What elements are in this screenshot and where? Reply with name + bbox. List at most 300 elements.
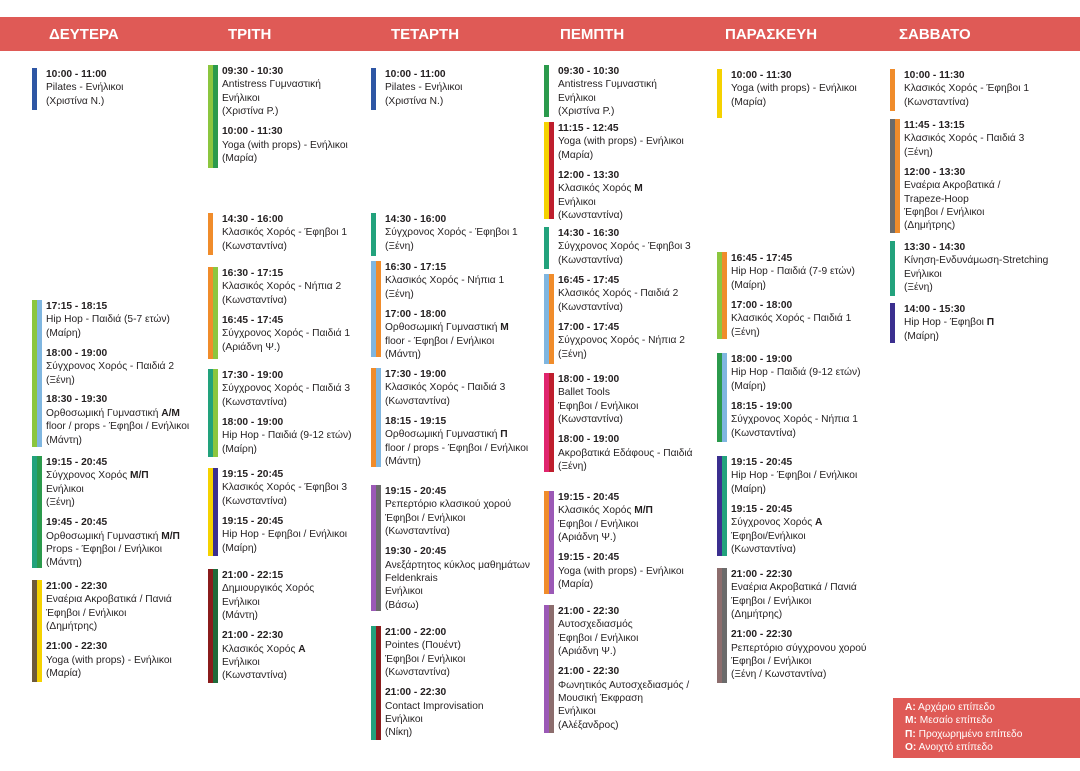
class-detail: (Μαίρη) <box>46 327 81 339</box>
class-block <box>371 485 541 611</box>
class-detail: Yoga (with props) - Ενήλικοι <box>558 565 684 577</box>
class-block <box>208 369 378 457</box>
day-tuesday: ΤΡΙΤΗ <box>228 26 272 43</box>
class-detail: Σύγχρονος Χορός Μ/Π <box>46 470 149 482</box>
class-time: 16:45 - 17:45 <box>222 314 284 326</box>
class-detail: (Αριάδνη Ψ.) <box>558 532 617 544</box>
class-time: 19:15 - 20:45 <box>558 492 620 503</box>
class-detail: Έφηβοι / Ενήλικοι <box>731 595 812 607</box>
class-entry <box>222 416 378 456</box>
class-entry <box>46 393 202 447</box>
class-detail: (Μαίρη) <box>222 443 257 455</box>
class-entry <box>904 303 1060 343</box>
class-detail: Κλασικός Χορός Μ/Π <box>558 505 653 517</box>
class-entry <box>46 640 202 680</box>
class-detail: floor / props - Έφηβοι / Ενήλικοι <box>385 442 529 454</box>
class-time: 10:00 - 11:00 <box>385 69 446 80</box>
class-time: 12:00 - 13:30 <box>904 166 966 178</box>
class-entry <box>385 213 541 253</box>
class-detail: Hip Hop - Παιδιά (7-9 ετών) <box>731 266 855 278</box>
class-entry <box>731 400 887 440</box>
color-bar <box>890 241 895 296</box>
class-detail: (Μαρία) <box>558 578 594 590</box>
color-bar <box>213 569 218 683</box>
color-bars <box>544 605 554 733</box>
class-entry <box>222 369 378 409</box>
class-detail: Δημιουργικός Χορός <box>222 583 315 595</box>
class-detail: Σύγχρονος Χορός - Παιδιά 1 <box>222 328 350 340</box>
level-label: Α <box>814 517 823 529</box>
class-time: 13:30 - 14:30 <box>904 242 966 253</box>
class-detail: (Μάντη) <box>46 557 82 569</box>
class-detail: Antistress Γυμναστική <box>558 79 657 91</box>
class-block <box>717 353 887 442</box>
class-block <box>208 267 378 359</box>
class-detail: (Ξένη) <box>385 288 414 300</box>
class-detail: (Αριάδνη Ψ.) <box>558 646 617 658</box>
class-detail: (Ξένη / Κωνσταντίνα) <box>731 669 827 681</box>
class-time: 21:00 - 22:00 <box>385 627 447 638</box>
class-detail: Ενήλικοι <box>46 483 84 495</box>
class-detail: (Κωνσταντίνα) <box>558 301 623 313</box>
class-detail: Ενήλικοι <box>558 706 596 718</box>
class-entry <box>558 665 714 732</box>
class-entry <box>385 261 541 301</box>
class-time: 17:15 - 18:15 <box>46 301 108 312</box>
class-time: 16:45 - 17:45 <box>558 275 620 286</box>
color-bars <box>32 300 42 447</box>
class-detail: Ενήλικοι <box>222 596 260 608</box>
class-detail: Κλασικός Χορός - Παιδιά 1 <box>731 313 852 325</box>
legend-item: Ο: Ανοιχτό επίπεδο <box>905 742 993 754</box>
class-entry <box>558 169 714 223</box>
class-entry <box>46 68 202 108</box>
class-block <box>371 368 541 467</box>
class-detail: (Κωνσταντίνα) <box>222 240 287 252</box>
class-block <box>717 252 887 339</box>
class-detail: Contact Improvisation <box>385 700 484 712</box>
class-detail: (Κωνσταντίνα) <box>385 667 450 679</box>
color-bars <box>890 119 900 233</box>
class-block <box>371 626 541 740</box>
color-bar <box>213 468 218 556</box>
class-detail: (Μάντη) <box>385 348 421 360</box>
class-detail: (Μάντη) <box>385 455 421 467</box>
color-bars <box>717 252 727 339</box>
class-entry <box>904 119 1060 159</box>
class-detail: (Ξένη) <box>46 497 75 509</box>
class-detail: Yoga (with props) - Ενήλικοι <box>222 139 348 151</box>
color-bars <box>208 213 213 255</box>
class-detail: (Κωνσταντίνα) <box>222 495 287 507</box>
class-block <box>208 468 378 556</box>
class-time: 11:15 - 12:45 <box>558 123 619 134</box>
class-detail: Κλασικός Χορός - Νήπια 1 <box>385 275 505 287</box>
class-block <box>890 303 1060 343</box>
level-label: Μ <box>634 183 643 195</box>
days-header <box>0 17 1080 51</box>
class-detail: Έφηβοι / Ενήλικοι <box>558 400 639 412</box>
color-bars <box>371 485 381 611</box>
class-entry <box>731 69 887 109</box>
class-detail: Σύγχρονος Χορός - Παιδιά 3 <box>222 383 350 395</box>
class-detail: Σύγχρονος Χορός - Έφηβοι 3 <box>558 241 691 253</box>
class-entry <box>558 321 714 361</box>
class-detail: (Κωνσταντίνα) <box>904 96 969 108</box>
class-time: 17:00 - 18:00 <box>385 308 447 320</box>
class-detail: Έφηβοι / Ενήλικοι <box>385 512 466 524</box>
class-block <box>544 274 714 364</box>
color-bars <box>371 213 376 256</box>
color-bar <box>895 119 900 233</box>
class-detail: (Ξένη) <box>385 240 414 252</box>
class-block <box>544 491 714 594</box>
class-detail: (Μαρία) <box>731 96 767 108</box>
class-time: 16:45 - 17:45 <box>731 253 793 264</box>
class-detail: Hip Hop - Εφηβοι / Ενήλικοι <box>222 529 348 541</box>
class-detail: (Μαίρη) <box>731 279 766 291</box>
class-detail: (Κωνσταντίνα) <box>731 543 796 555</box>
color-bars <box>544 227 549 269</box>
class-time: 21:00 - 22:30 <box>558 666 620 678</box>
class-block <box>717 69 887 118</box>
class-detail: Ορθοσωμική Γυμναστική Μ <box>385 322 509 334</box>
class-detail: (Μάντη) <box>222 610 258 622</box>
color-bar <box>376 368 381 467</box>
class-time: 10:00 - 11:30 <box>731 70 792 81</box>
class-detail: (Κωνσταντίνα) <box>222 294 287 306</box>
class-detail: Έφηβοι / Ενήλικοι <box>558 632 639 644</box>
class-detail: Έφηβοι / Ενήλικοι <box>904 206 985 218</box>
class-time: 19:15 - 20:45 <box>46 457 108 468</box>
class-detail: Κλασικός Χορός - Έφηβοι 3 <box>222 482 347 494</box>
class-block <box>371 261 541 360</box>
class-time: 19:15 - 20:45 <box>731 457 793 468</box>
color-bar <box>549 274 554 364</box>
class-entry <box>904 241 1060 295</box>
class-detail: Κλασικός Χορός - Παιδιά 2 <box>558 288 679 300</box>
color-bar <box>371 213 376 256</box>
class-detail: Ενήλικοι <box>385 586 423 598</box>
class-time: 10:00 - 11:30 <box>904 70 965 81</box>
class-time: 17:00 - 18:00 <box>731 299 793 311</box>
class-time: 18:00 - 19:00 <box>731 354 793 365</box>
day-friday: ΠΑΡΑΣΚΕΥΗ <box>725 26 818 43</box>
class-entry <box>731 568 887 622</box>
class-detail: Pilates - Ενήλικοι <box>385 82 463 94</box>
class-detail: Σύγχρονος Χορός - Νήπια 1 <box>731 414 858 426</box>
class-time: 21:00 - 22:30 <box>222 630 284 642</box>
class-entry <box>222 629 378 683</box>
class-entry <box>731 353 887 393</box>
color-bars <box>717 456 727 556</box>
color-bar <box>549 491 554 594</box>
color-bar <box>890 303 895 343</box>
class-detail: Ενήλικοι <box>558 92 596 104</box>
class-entry <box>385 368 541 408</box>
class-block <box>717 456 887 556</box>
class-detail: (Χριστίνα Ν.) <box>46 95 105 107</box>
class-time: 14:30 - 16:00 <box>222 214 284 225</box>
legend-item: Μ: Μεσαίο επίπεδο <box>905 715 993 727</box>
class-detail: Κλασικός Χορός - Έφηβοι 1 <box>222 227 347 239</box>
class-detail: (Κωνσταντίνα) <box>558 414 623 426</box>
class-detail: Εναέρια Ακροβατικά / Πανιά <box>731 582 857 594</box>
level-label: Π <box>500 429 508 441</box>
class-entry <box>731 299 887 339</box>
class-detail: Props - Έφηβοι / Ενήλικοι <box>46 543 163 555</box>
class-detail: (Ξένη) <box>558 348 587 360</box>
class-detail: floor - Έφηβοι / Ενήλικοι <box>385 335 495 347</box>
class-time: 18:00 - 19:00 <box>558 434 620 446</box>
class-entry <box>385 485 541 539</box>
class-entry <box>222 213 378 253</box>
color-bars <box>717 353 727 442</box>
class-detail: Μουσική Έκφραση <box>558 692 644 704</box>
class-detail: (Μαρία) <box>558 149 594 161</box>
class-detail: (Μαρία) <box>222 152 258 164</box>
day-saturday: ΣΑΒΒΑΤΟ <box>899 26 971 43</box>
color-bars <box>208 569 218 683</box>
class-block <box>544 122 714 219</box>
class-detail: (Ξένη) <box>46 374 75 386</box>
class-detail: Κλασικός Χορός Α <box>222 643 306 655</box>
class-time: 17:00 - 17:45 <box>558 321 620 333</box>
class-entry <box>558 433 714 473</box>
class-block <box>32 456 202 568</box>
class-detail: Κλασικός Χορός - Έφηβοι 1 <box>904 83 1029 95</box>
color-bars <box>890 241 895 296</box>
class-detail: (Δημήτρης) <box>904 220 956 232</box>
class-time: 18:30 - 19:30 <box>46 394 108 406</box>
color-bar <box>722 353 727 442</box>
class-entry <box>222 267 378 307</box>
day-wednesday: ΤΕΤΑΡΤΗ <box>391 26 460 43</box>
class-detail: Hip Hop - Παιδιά (9-12 ετών) <box>222 430 352 442</box>
class-detail: Έφηβοι / Ενήλικοι <box>731 655 812 667</box>
class-time: 17:30 - 19:00 <box>222 370 284 381</box>
color-bars <box>544 122 554 219</box>
color-bar <box>213 369 218 457</box>
class-detail: Ανεξάρτητος κύκλος μαθημάτων <box>385 559 530 571</box>
class-time: 12:00 - 13:30 <box>558 169 620 181</box>
class-detail: Ορθοσωμική Γυμναστική Μ/Π <box>46 530 180 542</box>
class-detail: Σύγχρονος Χορός - Νήπια 2 <box>558 335 685 347</box>
color-bars <box>371 68 376 110</box>
class-entry <box>385 415 541 469</box>
class-time: 16:30 - 17:15 <box>222 268 284 279</box>
class-entry <box>558 551 714 591</box>
color-bar <box>722 456 727 556</box>
class-entry <box>731 628 887 682</box>
day-thursday: ΠΕΜΠΤΗ <box>560 26 625 43</box>
class-block <box>544 65 714 117</box>
class-detail: Κλασικός Χορός - Νήπια 2 <box>222 281 342 293</box>
color-bars <box>544 65 549 117</box>
class-entry <box>558 122 714 162</box>
class-time: 11:45 - 13:15 <box>904 120 965 131</box>
class-detail: Ρεπερτόριο σύγχρονου χορού <box>731 642 867 654</box>
class-time: 21:00 - 22:30 <box>558 606 620 617</box>
color-bars <box>717 69 722 118</box>
class-entry <box>385 308 541 362</box>
class-detail: (Βάσω) <box>385 599 419 611</box>
color-bar <box>722 252 727 339</box>
class-time: 19:45 - 20:45 <box>46 517 108 529</box>
class-entry <box>558 65 714 119</box>
class-detail: Yoga (with props) - Ενήλικοι <box>46 654 172 666</box>
class-detail: Hip Hop - Έφηβοι / Ενήλικοι <box>731 470 858 482</box>
legend-item: Π: Προχωρημένο επίπεδο <box>905 728 1023 740</box>
level-label: Α <box>298 643 306 655</box>
class-detail: (Κωνσταντίνα) <box>222 396 287 408</box>
class-detail: Κλασικός Χορός - Παιδιά 3 <box>385 382 506 394</box>
class-detail: Ballet Tools <box>558 387 610 399</box>
class-time: 21:00 - 22:30 <box>731 569 793 580</box>
class-block <box>544 227 714 269</box>
class-time: 19:15 - 20:45 <box>385 486 447 497</box>
legend-item: Α: Αρχάριο επίπεδο <box>905 702 995 713</box>
class-detail: (Ξένη) <box>558 460 587 472</box>
class-detail: (Κωνσταντίνα) <box>385 526 450 538</box>
class-detail: (Νίκη) <box>385 727 413 739</box>
class-detail: (Μάντη) <box>46 434 82 446</box>
class-detail: (Κωνσταντίνα) <box>222 670 287 682</box>
class-entry <box>222 468 378 508</box>
color-bar <box>549 605 554 733</box>
class-detail: Trapeze-Hoop <box>904 193 969 205</box>
class-detail: Ενήλικοι <box>904 268 942 280</box>
class-detail: Έφηβοι/Ενήλικοι <box>731 530 806 542</box>
class-time: 18:00 - 19:00 <box>558 374 620 385</box>
color-bar <box>376 626 381 740</box>
class-detail: Σύγχρονος Χορός Α <box>731 517 823 529</box>
class-detail: Εναέρια Ακροβατικά / Πανιά <box>46 594 172 606</box>
class-entry <box>222 65 378 119</box>
class-detail: Φωνητικός Αυτοσχεδιασμός / <box>558 679 690 691</box>
class-block <box>371 213 541 256</box>
color-bars <box>208 65 218 168</box>
class-detail: Σύγχρονος Χορός - Παιδιά 2 <box>46 361 174 373</box>
color-bar <box>213 65 218 168</box>
class-detail: Ορθοσωμική Γυμναστική Π <box>385 429 508 441</box>
class-detail: (Κωνσταντίνα) <box>558 209 623 221</box>
color-bar <box>890 69 895 111</box>
class-time: 19:15 - 20:45 <box>222 515 284 527</box>
class-entry <box>46 516 202 570</box>
class-entry <box>904 69 1060 109</box>
class-block <box>890 69 1060 111</box>
class-block <box>208 569 378 683</box>
color-bars <box>208 267 218 359</box>
class-time: 14:30 - 16:00 <box>385 214 447 225</box>
class-entry <box>558 605 714 659</box>
class-detail: (Χριστίνα Ν.) <box>385 95 444 107</box>
class-time: 21:00 - 22:15 <box>222 570 284 581</box>
class-detail: Hip Hop - Παιδιά (9-12 ετών) <box>731 367 861 379</box>
class-entry <box>46 347 202 387</box>
class-time: 09:30 - 10:30 <box>222 66 284 77</box>
class-entry <box>731 456 887 496</box>
class-block <box>32 580 202 682</box>
color-bar <box>371 68 376 110</box>
class-detail: (Μαρία) <box>46 667 82 679</box>
class-detail: (Χριστίνα Ρ.) <box>222 106 279 118</box>
class-entry <box>558 274 714 314</box>
class-time: 18:00 - 19:00 <box>46 347 108 359</box>
level-label: Μ/Π <box>129 470 149 482</box>
class-detail: Έφηβοι / Ενήλικοι <box>46 607 127 619</box>
color-bars <box>544 274 554 364</box>
color-bar <box>544 65 549 117</box>
class-entry <box>222 515 378 555</box>
class-entry <box>558 373 714 427</box>
color-bars <box>544 373 554 472</box>
class-entry <box>385 545 541 612</box>
class-detail: (Μαίρη) <box>731 380 766 392</box>
class-detail: (Δημήτρης) <box>731 609 783 621</box>
color-bars <box>371 626 381 740</box>
class-detail: (Μαίρη) <box>904 330 939 342</box>
class-detail: Σύγχρονος Χορός - Έφηβοι 1 <box>385 227 518 239</box>
color-bar <box>32 68 37 110</box>
level-legend <box>893 698 1080 758</box>
class-detail: (Αριάδνη Ψ.) <box>222 341 281 353</box>
class-time: 10:00 - 11:30 <box>222 126 283 138</box>
level-label: Μ/Π <box>634 505 653 517</box>
level-label: Μ/Π <box>161 530 180 542</box>
level-label: Μ <box>500 322 509 334</box>
class-detail: Αυτοσχεδιασμός <box>558 619 633 631</box>
color-bars <box>32 580 42 682</box>
class-time: 10:00 - 11:00 <box>46 69 107 80</box>
class-block <box>717 568 887 683</box>
class-detail: Ακροβατικά Εδάφους - Παιδιά <box>558 447 693 459</box>
color-bar <box>37 300 42 447</box>
class-entry <box>558 491 714 545</box>
class-detail: Feldenkrais <box>385 572 438 584</box>
color-bar <box>544 227 549 269</box>
color-bars <box>371 261 381 357</box>
class-detail: (Ξένη) <box>731 326 760 338</box>
class-detail: Antistress Γυμναστική <box>222 79 321 91</box>
class-detail: (Μαίρη) <box>731 483 766 495</box>
class-detail: (Ξένη) <box>904 282 933 294</box>
class-time: 16:30 - 17:15 <box>385 262 447 273</box>
class-detail: Yoga (with props) - Ενήλικοι <box>558 136 684 148</box>
class-detail: (Κωνσταντίνα) <box>385 395 450 407</box>
color-bar <box>213 267 218 359</box>
color-bar <box>549 373 554 472</box>
class-detail: (Χριστίνα Ρ.) <box>558 106 615 118</box>
class-entry <box>385 686 541 740</box>
class-time: 18:15 - 19:15 <box>385 415 447 427</box>
color-bars <box>544 491 554 594</box>
class-detail: Hip Hop - Παιδιά (5-7 ετών) <box>46 314 170 326</box>
class-detail: Hip Hop - Έφηβοι Π <box>904 317 995 329</box>
class-detail: Ενήλικοι <box>385 713 423 725</box>
class-detail: (Αλέξανδρος) <box>558 719 619 731</box>
class-detail: Yoga (with props) - Ενήλικοι <box>731 83 857 95</box>
class-block <box>32 300 202 447</box>
class-time: 21:00 - 22:30 <box>731 629 793 641</box>
class-block <box>890 241 1060 296</box>
class-detail: Έφηβοι / Ενήλικοι <box>385 653 466 665</box>
class-detail: (Ξένη) <box>904 146 933 158</box>
color-bars <box>717 568 727 683</box>
level-label: Π <box>986 317 995 329</box>
color-bars <box>371 368 381 467</box>
